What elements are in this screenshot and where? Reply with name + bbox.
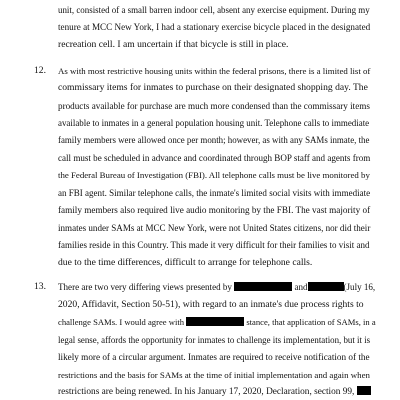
paragraph-13-line: 2020, Affidavit, Section 50-51), with regard to an inmate's due process rights to xyxy=(58,298,364,310)
paragraph-13-line: legal sense, affords the opportunity for inmates to challenge its implementation, but it is xyxy=(58,334,371,345)
paragraph-12-line: an FBI agent. Similar telephone calls, the inmate's limited social visits with immediate xyxy=(58,187,371,198)
redaction-box xyxy=(234,282,292,291)
paragraph-11-line: tenure at MCC New York, I had a stationary exercise bicycle placed in the designated xyxy=(58,22,371,33)
redaction-box xyxy=(308,282,344,291)
paragraph-12-line: As with most restrictive housing units within the federal prisons, there is a limited list of xyxy=(58,65,371,76)
paragraph-12-line: commissary items for inmates to purchase on their designated shopping day. The xyxy=(58,82,368,94)
paragraph-13-text: restrictions are being renewed. In his January 17, 2020, Declaration, section 99, xyxy=(58,387,355,397)
paragraph-13-text: challenge SAMs. I would agree with xyxy=(58,317,185,328)
paragraph-13-line xyxy=(58,316,376,328)
paragraph-13-line xyxy=(58,281,375,293)
paragraph-13-text: stance, that application of SAMs, in a xyxy=(246,317,376,328)
redaction-box xyxy=(357,386,371,395)
paragraph-11-line: unit, consisted of a small barren indoor cell, absent any exercise equipment. During my xyxy=(58,5,370,15)
paragraph-12-line: available to inmates in a general population housing unit. Telephone calls to immediate xyxy=(58,117,370,128)
paragraph-12-number: 12. xyxy=(34,64,46,76)
paragraph-12-line: call must be scheduled in advance and coordinated through BOP staff and agents from xyxy=(58,152,371,163)
paragraph-13-text: and xyxy=(294,282,308,293)
paragraph-13-number: 13. xyxy=(34,281,46,293)
paragraph-12-line: due to the time differences, difficult to arrange for telephone calls. xyxy=(58,256,313,268)
paragraph-13-text: (July 16, xyxy=(343,282,376,293)
paragraph-13-line: likely more of a circular argument. Inmates are required to receive notification of the xyxy=(58,352,370,363)
paragraph-11-line: recreation cell. I am uncertain if that bicycle is still in place. xyxy=(58,38,289,50)
paragraph-12-line: family members were allowed once per month; however, as with any SAMs inmate, the xyxy=(58,135,370,146)
paragraph-13-line: restrictions and the basis for SAMs at the time of initial implementation and again when xyxy=(58,369,370,380)
redaction-box xyxy=(186,317,244,326)
paragraph-12-line: families reside in this Country. This made it very difficult for their families to visit and xyxy=(58,240,370,251)
paragraph-13-line xyxy=(58,386,371,398)
paragraph-12-line: family members also required live audio monitoring by the FBI. The vast majority of xyxy=(58,205,371,216)
paragraph-12-line: inmates under SAMs at MCC New York, were not United States citizens, nor did their xyxy=(58,222,371,233)
paragraph-13-text: There are two very differing views presented by xyxy=(58,282,232,293)
paragraph-12-line: products available for purchase are much more condensed than the commissary items xyxy=(58,100,370,111)
paragraph-12-line: the Federal Bureau of Investigation (FBI). All telephone calls must be live monitored by xyxy=(58,170,370,181)
